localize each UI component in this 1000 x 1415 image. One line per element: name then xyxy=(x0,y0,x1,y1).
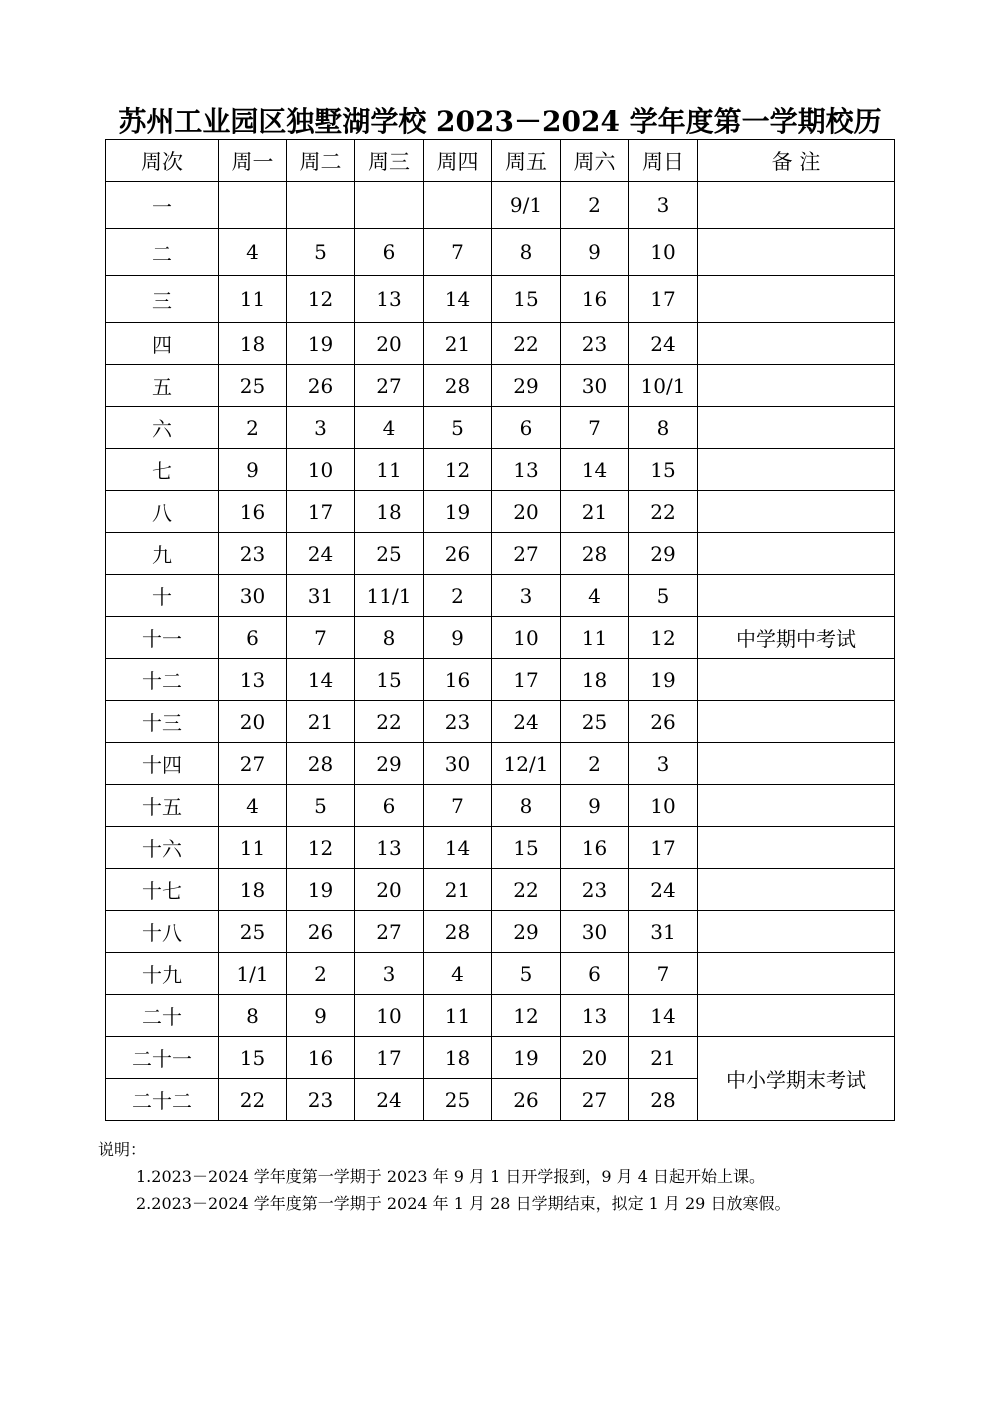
date-cell: 8 xyxy=(219,995,287,1037)
date-cell: 12 xyxy=(287,827,355,869)
remark-cell: 中学期中考试 xyxy=(698,617,895,659)
table-row xyxy=(106,743,895,785)
remark-cell xyxy=(698,953,895,995)
date-cell: 27 xyxy=(355,911,424,953)
week-cell: 四 xyxy=(106,323,219,365)
date-cell: 26 xyxy=(287,365,355,407)
date-cell: 4 xyxy=(424,953,492,995)
date-cell: 10 xyxy=(492,617,561,659)
table-row xyxy=(106,617,895,659)
date-cell: 12 xyxy=(424,449,492,491)
date-cell: 27 xyxy=(219,743,287,785)
date-cell: 21 xyxy=(561,491,629,533)
date-cell: 29 xyxy=(629,533,698,575)
date-cell: 29 xyxy=(492,911,561,953)
date-cell: 3 xyxy=(287,407,355,449)
date-cell: 4 xyxy=(219,229,287,276)
remark-cell xyxy=(698,869,895,911)
date-cell: 6 xyxy=(561,953,629,995)
date-cell: 28 xyxy=(629,1079,698,1121)
date-cell: 14 xyxy=(629,995,698,1037)
date-cell: 17 xyxy=(629,276,698,323)
page-title: 苏州工业园区独墅湖学校 2023－2024 学年度第一学期校历 xyxy=(118,105,882,138)
remark-cell xyxy=(698,407,895,449)
remark-cell: 中小学期末考试 xyxy=(698,1037,895,1121)
date-cell: 31 xyxy=(287,575,355,617)
date-cell: 18 xyxy=(355,491,424,533)
date-cell: 25 xyxy=(219,365,287,407)
date-cell: 3 xyxy=(629,743,698,785)
remark-cell xyxy=(698,533,895,575)
table-row xyxy=(106,491,895,533)
date-cell: 22 xyxy=(629,491,698,533)
week-cell: 六 xyxy=(106,407,219,449)
date-cell: 13 xyxy=(492,449,561,491)
date-cell: 23 xyxy=(561,323,629,365)
week-cell: 十六 xyxy=(106,827,219,869)
remark-cell xyxy=(698,701,895,743)
remark-cell xyxy=(698,659,895,701)
date-cell: 19 xyxy=(492,1037,561,1079)
date-cell: 23 xyxy=(287,1079,355,1121)
date-cell: 18 xyxy=(219,323,287,365)
date-cell: 14 xyxy=(561,449,629,491)
date-cell: 14 xyxy=(424,276,492,323)
date-cell: 30 xyxy=(424,743,492,785)
table-row xyxy=(106,276,895,323)
date-cell: 10 xyxy=(287,449,355,491)
header-day: 周日 xyxy=(629,140,698,182)
date-cell: 17 xyxy=(287,491,355,533)
date-cell: 9/1 xyxy=(492,182,561,229)
header-day: 周五 xyxy=(492,140,561,182)
date-cell: 6 xyxy=(355,785,424,827)
week-cell: 十 xyxy=(106,575,219,617)
table-row xyxy=(106,575,895,617)
date-cell: 9 xyxy=(219,449,287,491)
date-cell: 15 xyxy=(219,1037,287,1079)
week-cell: 十八 xyxy=(106,911,219,953)
date-cell: 24 xyxy=(629,323,698,365)
week-cell: 二十 xyxy=(106,995,219,1037)
date-cell: 7 xyxy=(424,229,492,276)
header-remark: 备 注 xyxy=(698,140,895,182)
week-cell: 二十二 xyxy=(106,1079,219,1121)
remark-cell xyxy=(698,785,895,827)
remark-cell xyxy=(698,491,895,533)
date-cell: 16 xyxy=(561,827,629,869)
notes-heading: 说明： xyxy=(98,1140,147,1159)
date-cell: 8 xyxy=(629,407,698,449)
date-cell: 14 xyxy=(287,659,355,701)
date-cell: 30 xyxy=(561,911,629,953)
date-cell: 27 xyxy=(355,365,424,407)
date-cell: 20 xyxy=(219,701,287,743)
notes-item: 1.2023－2024 学年度第一学期于 2023 年 9 月 1 日开学报到，9 月 4 日起开始上课。 xyxy=(136,1167,766,1186)
table-row xyxy=(106,827,895,869)
date-cell: 21 xyxy=(287,701,355,743)
date-cell: 3 xyxy=(492,575,561,617)
remark-cell xyxy=(698,575,895,617)
table-row xyxy=(106,659,895,701)
date-cell: 24 xyxy=(287,533,355,575)
date-cell: 17 xyxy=(629,827,698,869)
date-cell: 23 xyxy=(561,869,629,911)
date-cell: 6 xyxy=(355,229,424,276)
date-cell: 23 xyxy=(424,701,492,743)
date-cell: 5 xyxy=(287,229,355,276)
date-cell: 27 xyxy=(492,533,561,575)
date-cell: 7 xyxy=(287,617,355,659)
date-cell: 5 xyxy=(287,785,355,827)
date-cell: 5 xyxy=(424,407,492,449)
date-cell: 10 xyxy=(355,995,424,1037)
date-cell: 23 xyxy=(219,533,287,575)
date-cell: 22 xyxy=(219,1079,287,1121)
date-cell: 16 xyxy=(561,276,629,323)
date-cell: 21 xyxy=(629,1037,698,1079)
remark-cell xyxy=(698,995,895,1037)
date-cell xyxy=(287,182,355,229)
date-cell: 11 xyxy=(219,827,287,869)
date-cell: 19 xyxy=(424,491,492,533)
date-cell: 16 xyxy=(287,1037,355,1079)
date-cell: 29 xyxy=(355,743,424,785)
date-cell: 13 xyxy=(355,827,424,869)
remark-cell xyxy=(698,182,895,229)
date-cell: 1/1 xyxy=(219,953,287,995)
week-cell: 九 xyxy=(106,533,219,575)
date-cell: 28 xyxy=(561,533,629,575)
date-cell: 2 xyxy=(287,953,355,995)
date-cell: 20 xyxy=(355,323,424,365)
date-cell: 4 xyxy=(219,785,287,827)
date-cell: 12/1 xyxy=(492,743,561,785)
date-cell: 26 xyxy=(492,1079,561,1121)
notes-section xyxy=(98,1136,918,1217)
date-cell xyxy=(424,182,492,229)
date-cell: 25 xyxy=(561,701,629,743)
week-cell: 三 xyxy=(106,276,219,323)
date-cell: 26 xyxy=(424,533,492,575)
date-cell: 13 xyxy=(561,995,629,1037)
date-cell: 10 xyxy=(629,785,698,827)
week-cell: 十四 xyxy=(106,743,219,785)
date-cell: 21 xyxy=(424,323,492,365)
date-cell xyxy=(219,182,287,229)
week-cell: 十二 xyxy=(106,659,219,701)
remark-cell xyxy=(698,229,895,276)
calendar-table xyxy=(105,139,895,1121)
date-cell: 19 xyxy=(287,869,355,911)
date-cell: 3 xyxy=(355,953,424,995)
date-cell: 8 xyxy=(492,229,561,276)
date-cell: 2 xyxy=(561,182,629,229)
table-row xyxy=(106,869,895,911)
date-cell: 9 xyxy=(424,617,492,659)
date-cell: 19 xyxy=(629,659,698,701)
date-cell: 7 xyxy=(629,953,698,995)
header-day: 周三 xyxy=(355,140,424,182)
table-row xyxy=(106,1037,895,1079)
week-cell: 十七 xyxy=(106,869,219,911)
table-row xyxy=(106,449,895,491)
date-cell xyxy=(355,182,424,229)
date-cell: 30 xyxy=(561,365,629,407)
header-day: 周四 xyxy=(424,140,492,182)
date-cell: 29 xyxy=(492,365,561,407)
remark-cell xyxy=(698,911,895,953)
date-cell: 24 xyxy=(355,1079,424,1121)
week-cell: 十三 xyxy=(106,701,219,743)
date-cell: 25 xyxy=(219,911,287,953)
date-cell: 10 xyxy=(629,229,698,276)
date-cell: 12 xyxy=(287,276,355,323)
table-row xyxy=(106,407,895,449)
remark-cell xyxy=(698,365,895,407)
table-row xyxy=(106,785,895,827)
date-cell: 15 xyxy=(492,827,561,869)
date-cell: 18 xyxy=(219,869,287,911)
date-cell: 19 xyxy=(287,323,355,365)
week-cell: 二 xyxy=(106,229,219,276)
table-row xyxy=(106,911,895,953)
remark-cell xyxy=(698,449,895,491)
date-cell: 9 xyxy=(561,785,629,827)
date-cell: 28 xyxy=(424,365,492,407)
date-cell: 7 xyxy=(424,785,492,827)
header-day: 周二 xyxy=(287,140,355,182)
table-row xyxy=(106,533,895,575)
header-day: 周六 xyxy=(561,140,629,182)
date-cell: 18 xyxy=(561,659,629,701)
remark-cell xyxy=(698,743,895,785)
header-row xyxy=(106,140,895,182)
date-cell: 5 xyxy=(629,575,698,617)
date-cell: 26 xyxy=(629,701,698,743)
header-week: 周次 xyxy=(106,140,219,182)
week-cell: 二十一 xyxy=(106,1037,219,1079)
table-row xyxy=(106,323,895,365)
date-cell: 12 xyxy=(629,617,698,659)
date-cell: 13 xyxy=(355,276,424,323)
date-cell: 9 xyxy=(561,229,629,276)
date-cell: 11 xyxy=(424,995,492,1037)
date-cell: 25 xyxy=(424,1079,492,1121)
date-cell: 12 xyxy=(492,995,561,1037)
date-cell: 10/1 xyxy=(629,365,698,407)
table-row xyxy=(106,995,895,1037)
week-cell: 十九 xyxy=(106,953,219,995)
date-cell: 6 xyxy=(492,407,561,449)
date-cell: 24 xyxy=(629,869,698,911)
table-row xyxy=(106,701,895,743)
date-cell: 28 xyxy=(287,743,355,785)
date-cell: 16 xyxy=(424,659,492,701)
date-cell: 22 xyxy=(492,323,561,365)
table-row xyxy=(106,953,895,995)
date-cell: 6 xyxy=(219,617,287,659)
date-cell: 17 xyxy=(355,1037,424,1079)
date-cell: 14 xyxy=(424,827,492,869)
table-row xyxy=(106,229,895,276)
notes-item: 2.2023－2024 学年度第一学期于 2024 年 1 月 28 日学期结束，拟定 1 月 29 日放寒假。 xyxy=(136,1194,791,1213)
date-cell: 2 xyxy=(424,575,492,617)
date-cell: 13 xyxy=(219,659,287,701)
week-cell: 八 xyxy=(106,491,219,533)
header-day: 周一 xyxy=(219,140,287,182)
date-cell: 31 xyxy=(629,911,698,953)
date-cell: 24 xyxy=(492,701,561,743)
remark-cell xyxy=(698,276,895,323)
date-cell: 17 xyxy=(492,659,561,701)
date-cell: 27 xyxy=(561,1079,629,1121)
date-cell: 20 xyxy=(492,491,561,533)
date-cell: 2 xyxy=(219,407,287,449)
date-cell: 4 xyxy=(561,575,629,617)
date-cell: 11 xyxy=(219,276,287,323)
date-cell: 20 xyxy=(561,1037,629,1079)
date-cell: 15 xyxy=(492,276,561,323)
date-cell: 3 xyxy=(629,182,698,229)
week-cell: 十五 xyxy=(106,785,219,827)
date-cell: 8 xyxy=(355,617,424,659)
date-cell: 11/1 xyxy=(355,575,424,617)
date-cell: 11 xyxy=(355,449,424,491)
week-cell: 一 xyxy=(106,182,219,229)
week-cell: 七 xyxy=(106,449,219,491)
date-cell: 11 xyxy=(561,617,629,659)
date-cell: 22 xyxy=(492,869,561,911)
date-cell: 21 xyxy=(424,869,492,911)
date-cell: 26 xyxy=(287,911,355,953)
date-cell: 2 xyxy=(561,743,629,785)
date-cell: 9 xyxy=(287,995,355,1037)
date-cell: 7 xyxy=(561,407,629,449)
remark-cell xyxy=(698,323,895,365)
date-cell: 30 xyxy=(219,575,287,617)
date-cell: 16 xyxy=(219,491,287,533)
date-cell: 5 xyxy=(492,953,561,995)
date-cell: 4 xyxy=(355,407,424,449)
date-cell: 20 xyxy=(355,869,424,911)
date-cell: 28 xyxy=(424,911,492,953)
table-row xyxy=(106,365,895,407)
date-cell: 25 xyxy=(355,533,424,575)
week-cell: 十一 xyxy=(106,617,219,659)
date-cell: 8 xyxy=(492,785,561,827)
date-cell: 22 xyxy=(355,701,424,743)
date-cell: 15 xyxy=(629,449,698,491)
date-cell: 15 xyxy=(355,659,424,701)
remark-cell xyxy=(698,827,895,869)
table-row xyxy=(106,182,895,229)
week-cell: 五 xyxy=(106,365,219,407)
date-cell: 18 xyxy=(424,1037,492,1079)
